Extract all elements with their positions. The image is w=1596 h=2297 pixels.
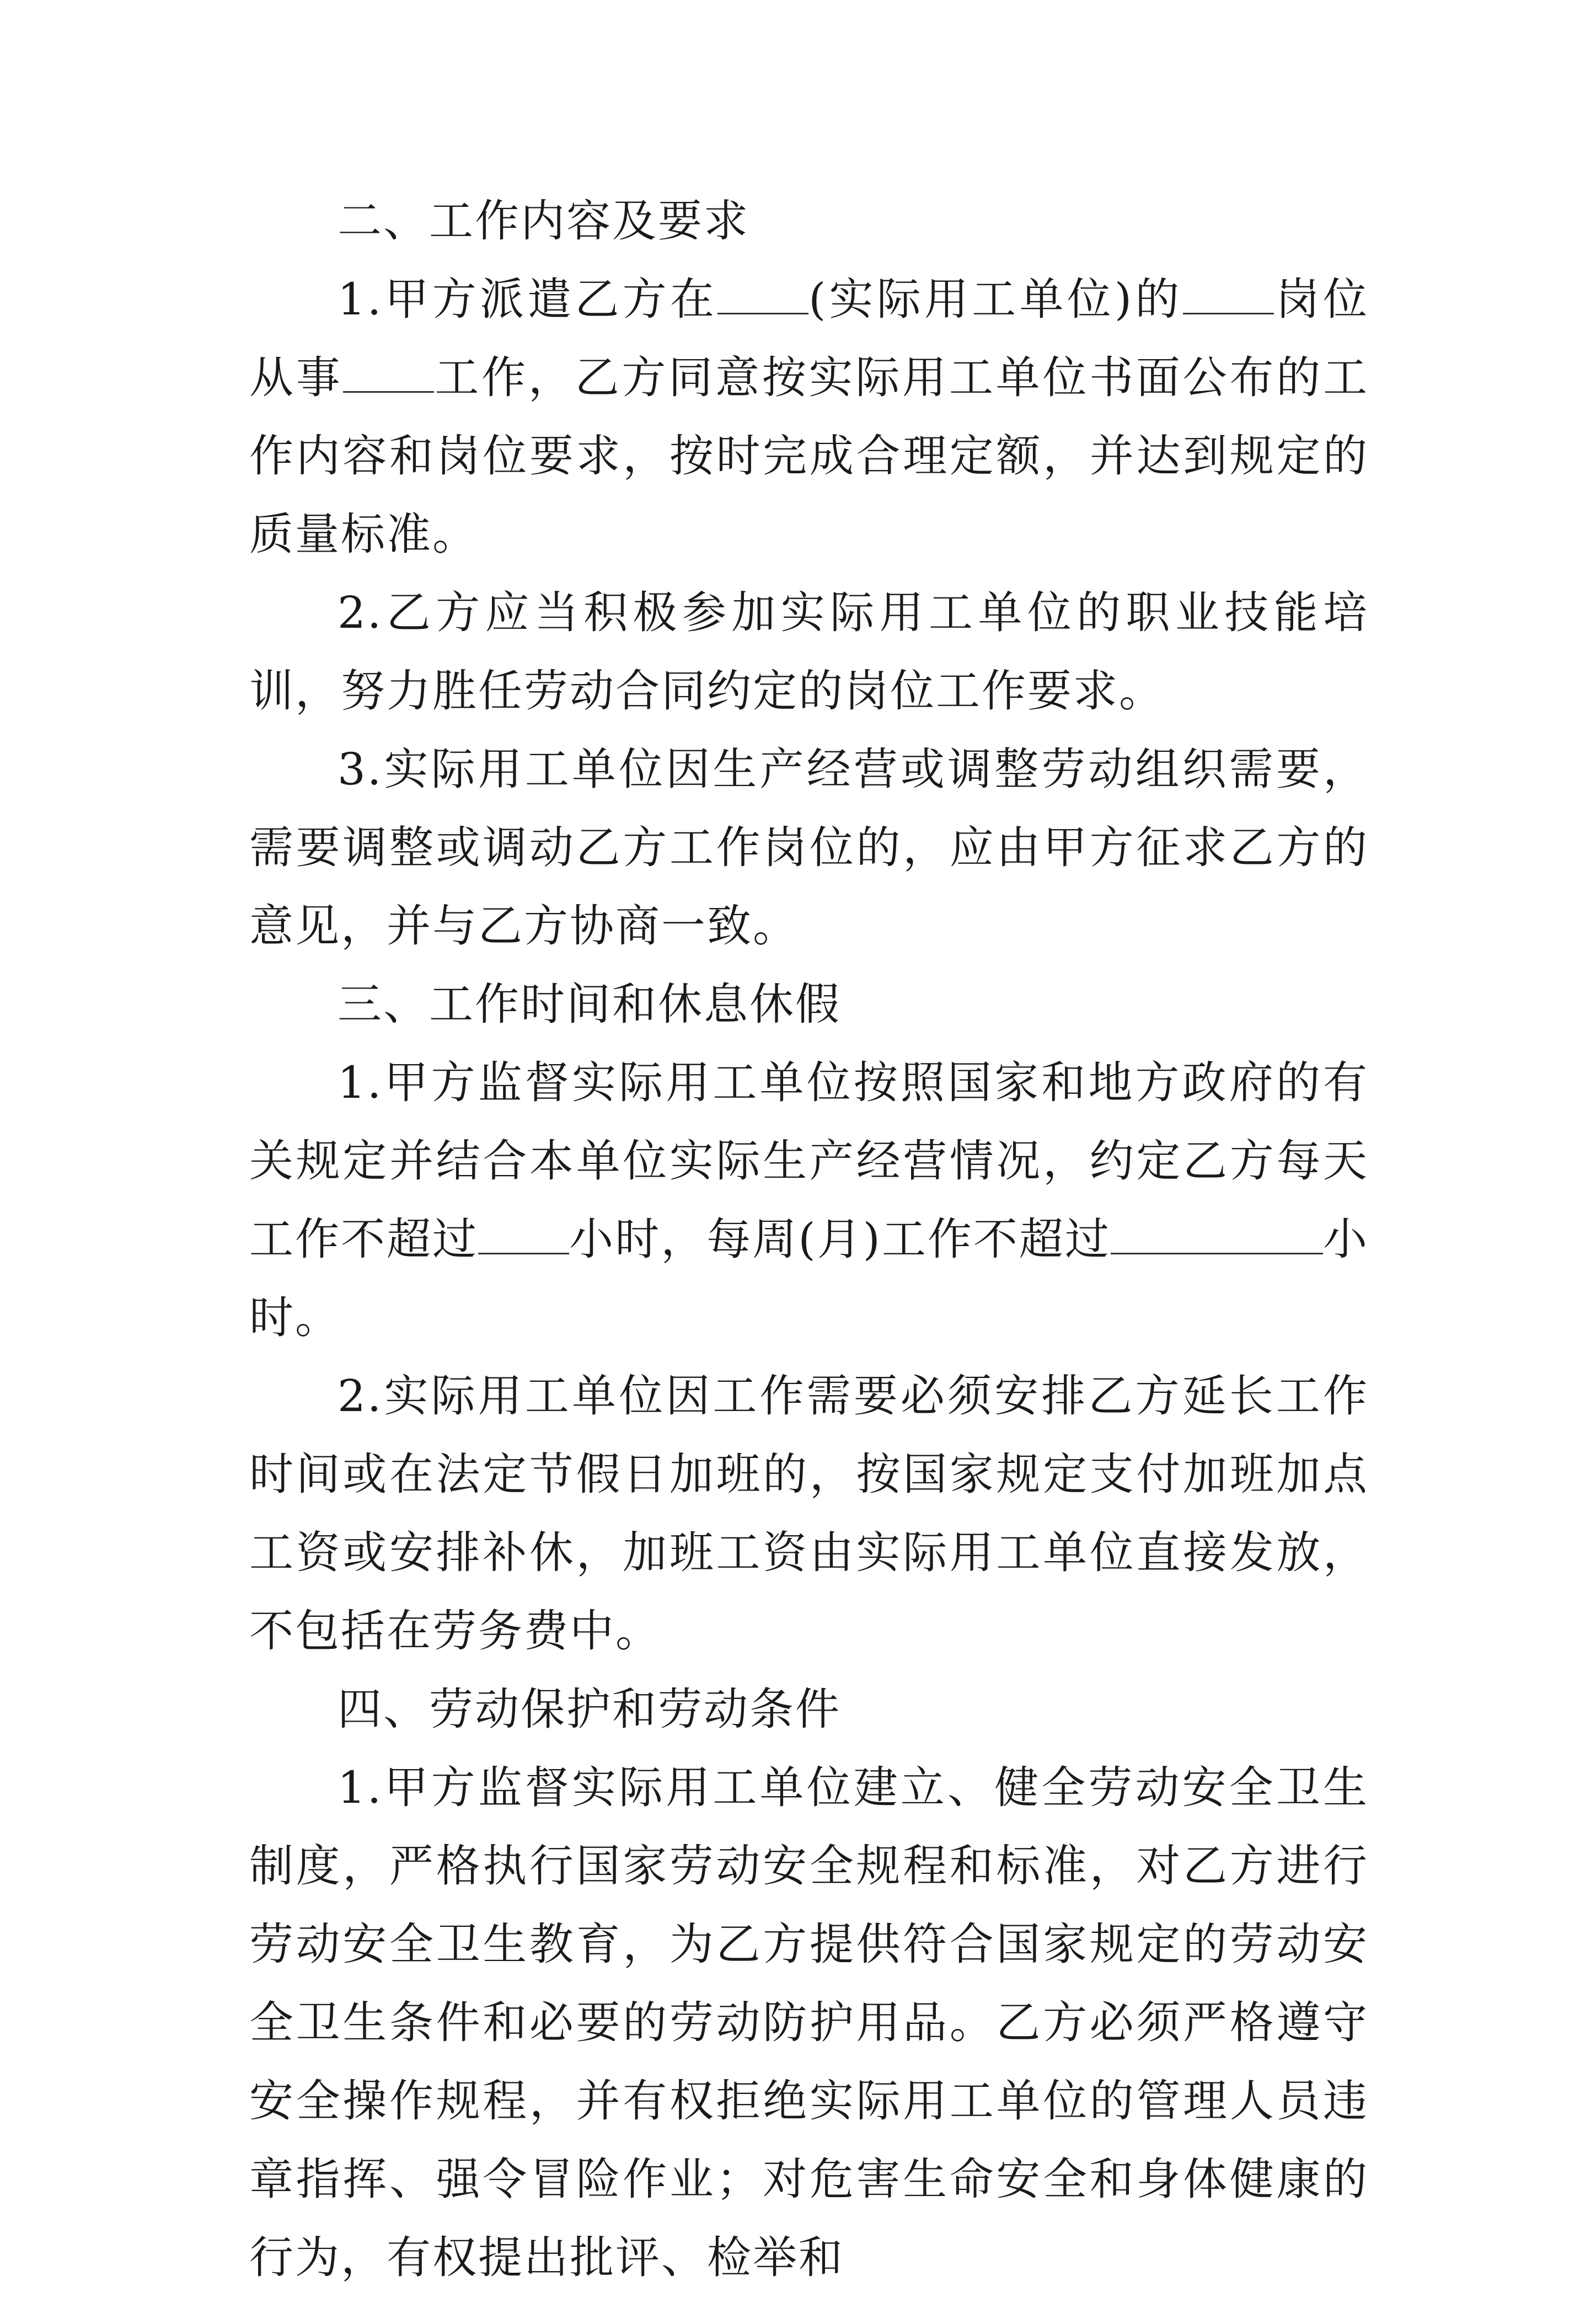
section-heading-labor-protection: 四、劳动保护和劳动条件 xyxy=(338,1684,841,1735)
clause-text: 小时。 xyxy=(249,1214,1369,1343)
clause-2-3: 3.实际用工单位因生产经营或调整劳动组织需要，需要调整或调动乙方工作岗位的，应由甲方征求乙方的意见，并与乙方协商一致。 xyxy=(249,744,1369,952)
clause-text: (实际用工单位)的 xyxy=(808,274,1183,325)
blank-field-job[interactable] xyxy=(343,352,434,393)
blank-field-position[interactable] xyxy=(1183,274,1274,314)
clause-3-1 xyxy=(249,1044,1369,1357)
blank-field-employer[interactable] xyxy=(717,274,808,314)
clause-4-1: 1.甲方监督实际用工单位建立、健全劳动安全卫生制度，严格执行国家劳动安全规程和标准，对乙方进行劳动安全卫生教育，为乙方提供符合国家规定的劳动安全卫生条件和必要的劳动防护用品。乙方必须严格遵守安全操作规程，并有权拒绝实际用工单位的管理人员违章指挥、强令冒险作业；对危害生命安全和身体健康的行为，有权提出批评、检举和 xyxy=(249,1762,1369,2283)
section-heading-working-hours: 三、工作时间和休息休假 xyxy=(338,979,841,1030)
blank-field-daily-hours[interactable] xyxy=(478,1214,569,1254)
blank-field-weekly-hours[interactable] xyxy=(1111,1214,1323,1254)
clause-3-2: 2.实际用工单位因工作需要必须安排乙方延长工作时间或在法定节假日加班的，按国家规定支付加班加点工资或安排补休，加班工资由实际用工单位直接发放，不包括在劳务费中。 xyxy=(249,1370,1369,1657)
clause-text: 小时，每周(月)工作不超过 xyxy=(569,1214,1111,1265)
section-heading-work-content: 二、工作内容及要求 xyxy=(338,195,749,247)
clause-text: 1.甲方监督实际用工单位按照国家和地方政府的有关规定并结合本单位实际生产经营情况，约定乙方每天工作不超过 xyxy=(249,1057,1369,1265)
clause-text: 岗位从事 xyxy=(249,274,1369,403)
clause-text: 工作，乙方同意按实际用工单位书面公布的工作内容和岗位要求，按时完成合理定额，并达到规定的质量标准。 xyxy=(249,352,1369,560)
clause-text: 1.甲方派遣乙方在 xyxy=(338,274,718,325)
document-page xyxy=(249,182,1369,2297)
clause-2-1 xyxy=(249,260,1369,574)
clause-2-2: 2.乙方应当积极参加实际用工单位的职业技能培训，努力胜任劳动合同约定的岗位工作要求。 xyxy=(249,587,1369,717)
